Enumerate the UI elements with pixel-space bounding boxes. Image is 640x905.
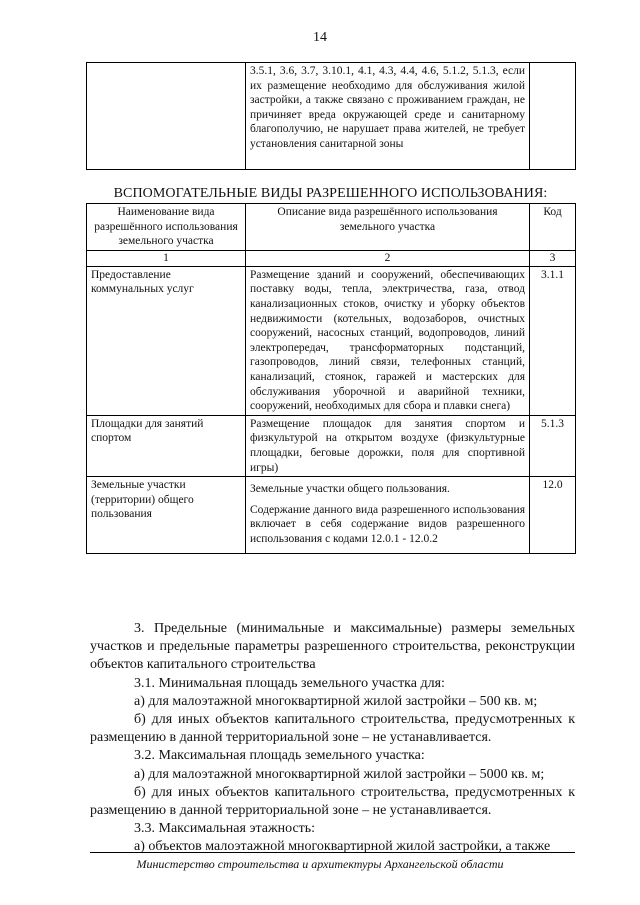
footer-divider bbox=[90, 852, 575, 853]
table-cell bbox=[530, 63, 576, 170]
paragraph: а) для малоэтажной многоквартирной жилой застройки – 500 кв. м; bbox=[134, 693, 538, 709]
column-header-description: Описание вида разрешённого использования земельного участка bbox=[246, 204, 530, 251]
auxiliary-uses-table bbox=[86, 203, 576, 554]
table-row bbox=[87, 415, 576, 476]
paragraph: а) для малоэтажной многоквартирной жилой застройки – 5000 кв. м; bbox=[134, 766, 545, 782]
paragraph: б) для иных объектов капитального строительства, предусмотренных к размещению в данной территориальной зоне – не устанавливается. bbox=[90, 784, 575, 819]
use-description: Размещение зданий и сооружений, обеспечивающих поставку воды, тепла, электричества, газа, отвод канализационных стоков, очистку и уборку объектов недвижимости (котельных, водозаборов, очистных сооружений, насосных станций, водопроводов, линий электропередач, трансформаторных подстанций, газопроводов, линий связи, телефонных станций, канализаций, стоянок, гаражей и мастерских для обслуживания уборочной и аварийной техники, сооружений, необходимых для сбора и плавки снега) bbox=[246, 266, 530, 415]
page-number: 14 bbox=[313, 30, 327, 45]
use-name: Предоставление коммунальных услуг bbox=[87, 266, 246, 415]
table-cell-description: 3.5.1, 3.6, 3.7, 3.10.1, 4.1, 4.3, 4.4, 4.6, 5.1.2, 5.1.3, если их размещение необходимо для обслуживания жилой застройки, а также связано с проживанием граждан, не причиняет вреда окружающей среде и санитарному благополучию, не нарушает права жителей, не требует установления санитарной зоны bbox=[246, 63, 530, 170]
paragraph: 3.3. Максимальная этажность: bbox=[134, 821, 316, 837]
use-code: 5.1.3 bbox=[530, 415, 576, 476]
use-code: 3.1.1 bbox=[530, 266, 576, 415]
column-number: 3 bbox=[530, 250, 576, 266]
paragraph: 3. Предельные (минимальные и максимальные) размеры земельных участков и предельные параметры разрешенного строительства, реконструкции объектов капитального строительства bbox=[90, 621, 575, 673]
column-number: 1 bbox=[87, 250, 246, 266]
body-text bbox=[90, 620, 575, 857]
table-row bbox=[87, 477, 576, 554]
table-row bbox=[87, 266, 576, 415]
column-number-row bbox=[87, 250, 576, 266]
section-title: ВСПОМОГАТЕЛЬНЫЕ ВИДЫ РАЗРЕШЕННОГО ИСПОЛЬЗОВАНИЯ: bbox=[113, 186, 548, 201]
column-number: 2 bbox=[246, 250, 530, 266]
use-description: Размещение площадок для занятия спортом и физкультурой на открытом воздухе (физкультурные площадки, беговые дорожки, поля для спортивной игры) bbox=[246, 415, 530, 476]
table-row bbox=[87, 63, 576, 170]
use-code: 12.0 bbox=[530, 477, 576, 554]
table-cell bbox=[87, 63, 246, 170]
table-header-row bbox=[87, 204, 576, 251]
paragraph: 3.1. Минимальная площадь земельного участка для: bbox=[134, 675, 445, 691]
page-footer: Министерство строительства и архитектуры Архангельской области bbox=[136, 857, 504, 871]
continuation-table bbox=[86, 62, 576, 170]
column-header-code: Код bbox=[530, 204, 576, 251]
paragraph: а) объектов малоэтажной многоквартирной жилой застройки, а также bbox=[134, 839, 551, 855]
paragraph: б) для иных объектов капитального строительства, предусмотренных к размещению в данной территориальной зоне – не устанавливается. bbox=[90, 712, 575, 746]
use-description-cell bbox=[246, 477, 530, 554]
column-header-name: Наименование вида разрешённого использования земельного участка bbox=[87, 204, 246, 251]
use-description: Земельные участки общего пользования. bbox=[250, 483, 450, 496]
use-name: Площадки для занятий спортом bbox=[87, 415, 246, 476]
use-description-detail: Содержание данного вида разрешенного использования включает в себя содержание видов разрешенного использования с кодами 12.0.1 - 12.0.2 bbox=[250, 503, 525, 545]
paragraph: 3.2. Максимальная площадь земельного участка: bbox=[134, 748, 425, 764]
use-name: Земельные участки (территории) общего пользования bbox=[87, 477, 246, 554]
